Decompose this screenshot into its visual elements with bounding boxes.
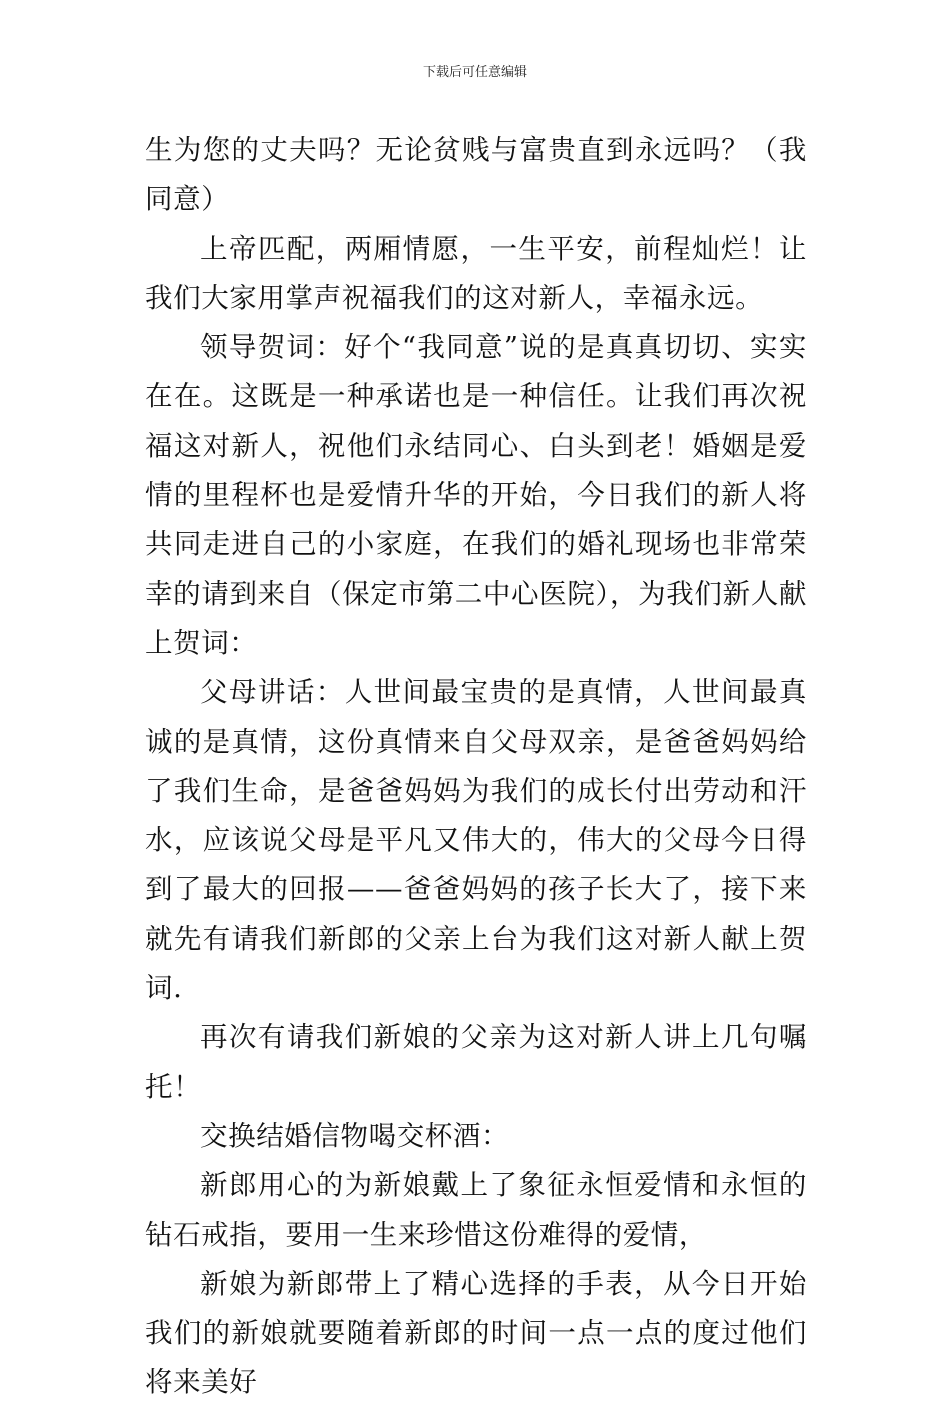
paragraph-3: 领导贺词：好个“我同意”说的是真真切切、实实在在。这既是一种承诺也是一种信任。让我们再次祝福这对新人，祝他们永结同心、白头到老！婚姻是爱情的里程杯也是爱情升华的开始，今日我们的新人将共同走进自己的小家庭，在我们的婚礼现场也非常荣幸的请到来自（保定市第二中心医院），为我们新人献上贺词： bbox=[145, 331, 807, 659]
paragraph-4: 父母讲话：人世间最宝贵的是真情，人世间最真诚的是真情，这份真情来自父母双亲，是爸爸妈妈给了我们生命，是爸爸妈妈为我们的成长付出劳动和汗水，应该说父母是平凡又伟大的，伟大的父母今日得到了最大的回报——爸爸妈妈的孩子长大了，接下来就先有请我们新郎的父亲上台为我们这对新人献上贺词. bbox=[145, 676, 807, 1005]
page-header: 下载后可任意编辑 bbox=[422, 65, 527, 80]
paragraph-7: 新郎用心的为新娘戴上了象征永恒爱情和永恒的钻石戒指，要用一生来珍惜这份难得的爱情， bbox=[145, 1169, 807, 1251]
document-body bbox=[145, 126, 807, 1408]
paragraph-8: 新娘为新郎带上了精心选择的手表，从今日开始我们的新娘就要随着新郎的时间一点一点的度过他们将来美好 bbox=[145, 1267, 807, 1399]
paragraph-1: 生为您的丈夫吗？无论贫贱与富贵直到永远吗？（我同意） bbox=[145, 134, 807, 216]
paragraph-6: 交换结婚信物喝交杯酒： bbox=[200, 1119, 510, 1152]
paragraph-5: 再次有请我们新娘的父亲为这对新人讲上几句嘱托！ bbox=[145, 1021, 807, 1103]
paragraph-2: 上帝匹配，两厢情愿，一生平安，前程灿烂！让我们大家用掌声祝福我们的这对新人，幸福永远。 bbox=[145, 232, 807, 314]
